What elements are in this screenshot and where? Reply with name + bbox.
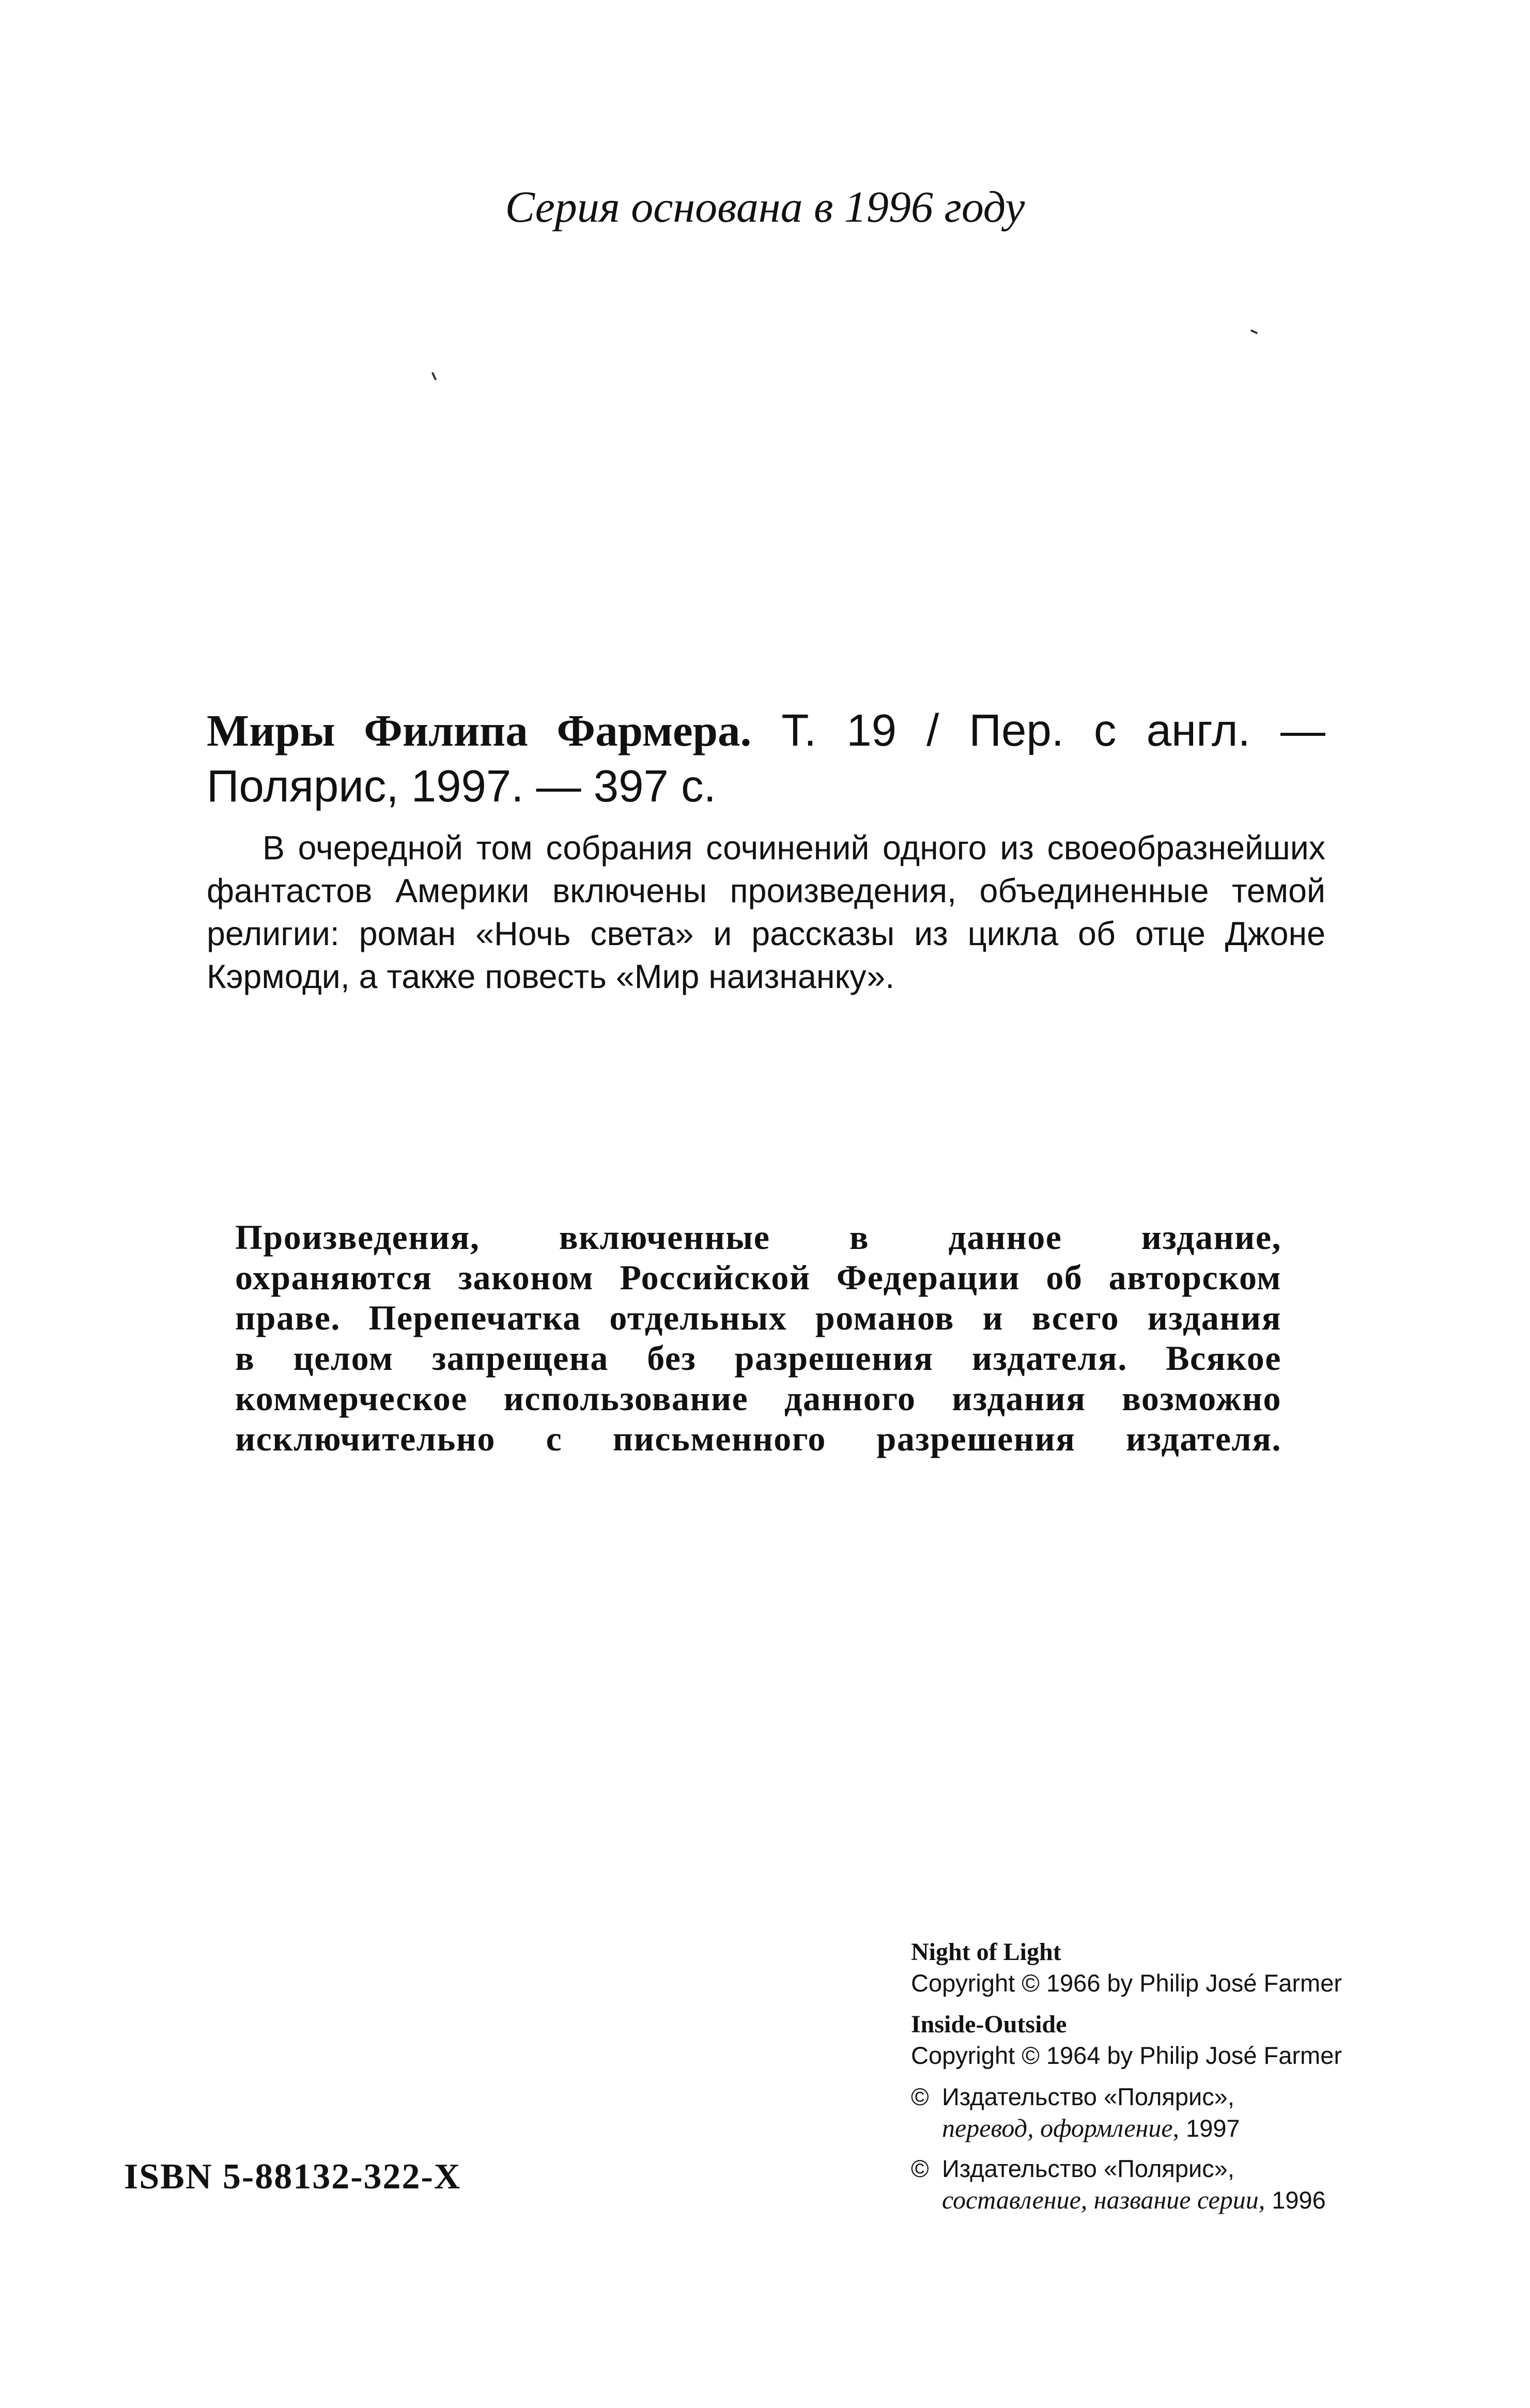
work-title: Inside-Outside: [911, 2011, 1067, 2038]
copyright-symbol: ©: [911, 2083, 929, 2110]
work-rights: [911, 1937, 1417, 1999]
notice-line: коммерческое использование данного издания возможно: [235, 1379, 1281, 1418]
volume-translation: Т. 19 / Пер. с англ. —: [781, 705, 1326, 755]
isbn: ISBN 5-88132-322-X: [124, 2157, 461, 2197]
book-title: Миры Филипа Фармера.: [207, 705, 752, 755]
notice-line: в целом запрещена без разрешения издателя. Всякое: [235, 1338, 1281, 1378]
biblio-heading-line: [207, 703, 1325, 759]
bibliographic-record: [207, 703, 1325, 998]
series-founded-line: Серия основана в 1996 году: [505, 182, 1025, 231]
work-rights: [911, 2009, 1417, 2071]
work-copyright: Copyright © 1966 by Philip José Farmer: [911, 1969, 1342, 1997]
publisher-notice: [911, 2153, 1417, 2216]
book-annotation: В очередной том собрания сочинений одного из своеобразнейших фантастов Америки включены произведения, объединенные темой религии: роман «Ночь света» и рассказы из цикла об отце Джоне Кэрмоди, а также повесть «Мир наизнанку».: [207, 829, 1325, 995]
publisher-name: Издательство «Полярис»,: [942, 2155, 1234, 2182]
publisher-year: 1997: [1186, 2114, 1240, 2142]
work-copyright: Copyright © 1964 by Philip José Farmer: [911, 2042, 1342, 2069]
copyright-symbol: ©: [911, 2155, 929, 2182]
notice-line: Произведения, включенные в данное издание,: [235, 1217, 1281, 1257]
publisher-scope: составление, название серии,: [942, 2185, 1265, 2214]
publisher-year: 1996: [1272, 2186, 1326, 2214]
notice-line: праве. Перепечатка отдельных романов и всего издания: [235, 1298, 1281, 1337]
copyright-notice: [235, 1217, 1281, 1459]
notice-line: охраняются законом Российской Федерации об авторском: [235, 1258, 1281, 1297]
publisher-year-pages: Полярис, 1997. — 397 с.: [207, 761, 716, 811]
publisher-scope: перевод, оформление,: [942, 2113, 1180, 2142]
notice-line: исключительно с письменного разрешения издателя.: [235, 1419, 1281, 1458]
publisher-notice: [911, 2081, 1417, 2144]
publisher-name: Издательство «Полярис»,: [942, 2083, 1234, 2110]
print-speck: [431, 372, 437, 380]
print-speck: [1250, 329, 1258, 334]
work-title: Night of Light: [911, 1938, 1061, 1966]
rights-block: [911, 1937, 1417, 2216]
